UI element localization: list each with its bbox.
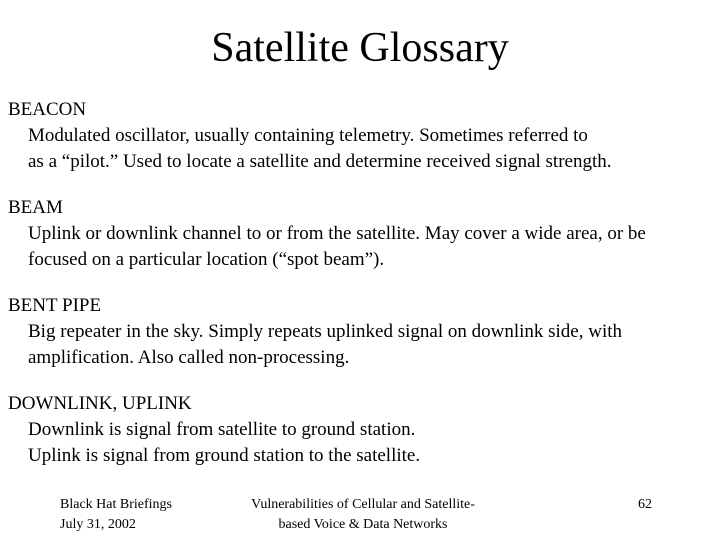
definition-line: Uplink or downlink channel to or from the satellite. May cover a wide area, or be [28, 223, 646, 244]
page-number: 62 [638, 497, 652, 512]
footer-event-date: July 31, 2002 [60, 517, 136, 532]
footer-title-line: Vulnerabilities of Cellular and Satellite- [251, 497, 475, 512]
definition-line: Big repeater in the sky. Simply repeats uplinked signal on downlink side, with [28, 321, 623, 342]
glossary-definition [8, 319, 708, 371]
glossary-definition [8, 123, 708, 175]
footer-event [60, 495, 210, 535]
glossary-term: BENT PIPE [8, 295, 102, 316]
glossary-definition [8, 417, 708, 469]
definition-line: focused on a particular location (“spot beam”). [28, 249, 385, 270]
glossary-term: BEAM [8, 197, 63, 218]
footer-title-line: based Voice & Data Networks [278, 517, 448, 532]
page-title: Satellite Glossary [211, 25, 509, 71]
definition-line: as a “pilot.” Used to locate a satellite and determine received signal strength. [28, 151, 612, 172]
definition-line: Modulated oscillator, usually containing telemetry. Sometimes referred to [28, 125, 588, 146]
definition-line: amplification. Also called non-processing. [28, 347, 350, 368]
glossary-term: DOWNLINK, UPLINK [8, 393, 192, 414]
glossary-entry-downlink-uplink [8, 391, 708, 469]
glossary-list [8, 97, 708, 489]
footer-event-name: Black Hat Briefings [60, 497, 172, 512]
definition-line: Downlink is signal from satellite to ground station. [28, 419, 416, 440]
glossary-definition [8, 221, 708, 273]
glossary-entry-beam [8, 195, 708, 273]
glossary-entry-beacon [8, 97, 708, 175]
definition-line: Uplink is signal from ground station to the satellite. [28, 445, 421, 466]
glossary-term: BEACON [8, 99, 87, 120]
footer-presentation-title [238, 495, 488, 535]
glossary-entry-bent-pipe [8, 293, 708, 371]
